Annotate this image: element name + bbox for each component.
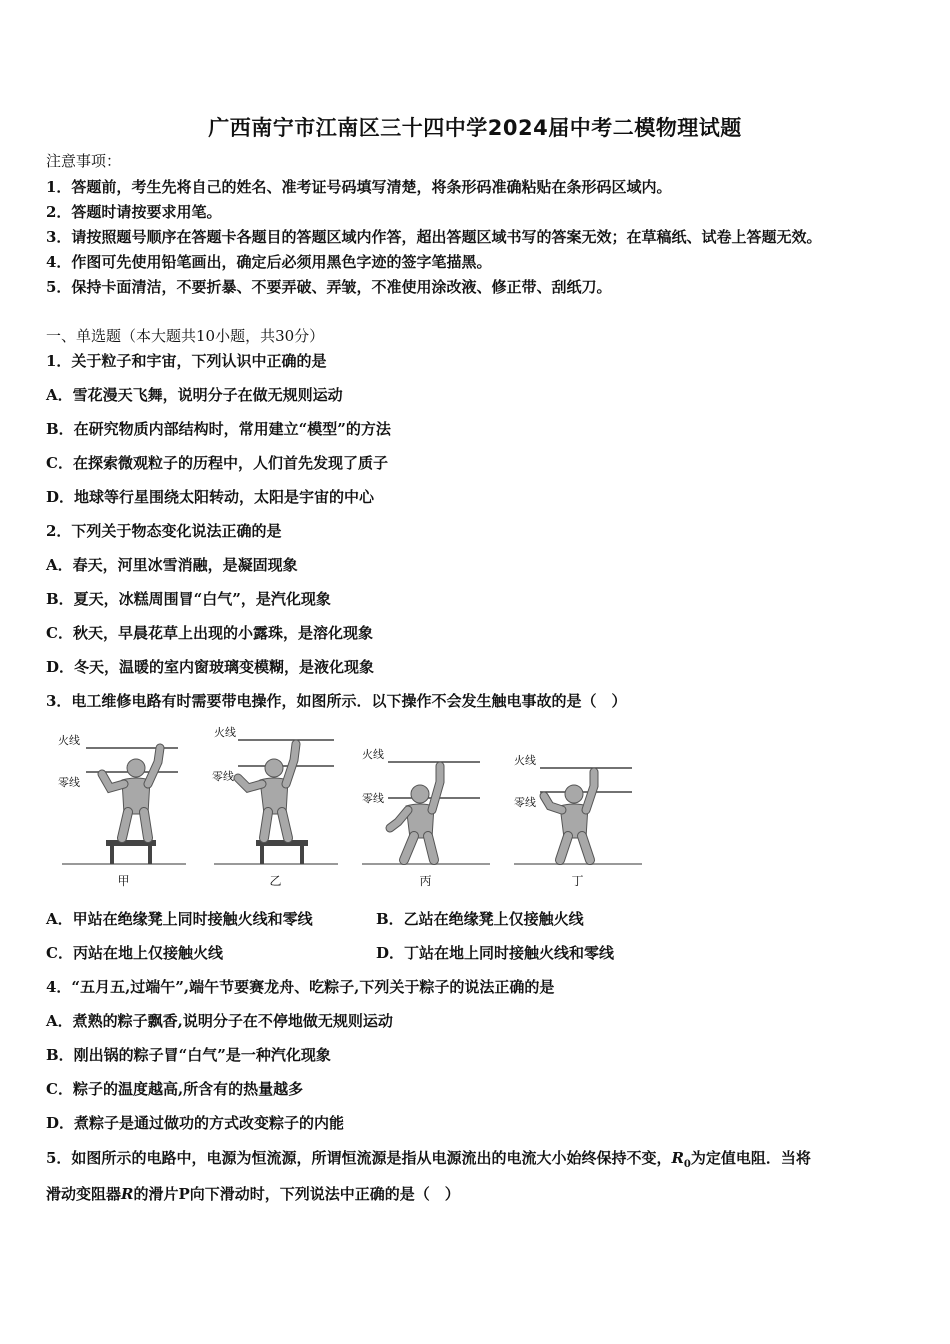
option: D．地球等行星围绕太阳转动，太阳是宇宙的中心 [46,488,375,506]
figure-jia [56,722,191,894]
neutral-wire-label: 零线 [212,770,234,783]
figure-bing [358,722,493,894]
neutral-wire-label: 零线 [58,776,80,789]
stem-text: 为定值电阻．当将 [690,1149,811,1167]
figure-caption: 丙 [419,874,432,888]
live-wire-label: 火线 [362,748,384,761]
option: C．粽子的温度越高,所含有的热量越多 [46,1080,304,1098]
notice-item: 2．答题时请按要求用笔。 [46,203,222,221]
neutral-wire-label: 零线 [514,796,536,809]
question-stem: 2．下列关于物态变化说法正确的是 [46,522,282,540]
option: A．甲站在绝缘凳上同时接触火线和零线 [46,910,313,928]
variable-r0: R [671,1149,684,1167]
option: C．秋天，早晨花草上出现的小露珠，是溶化现象 [46,624,373,642]
question-stem: 3．电工维修电路有时需要带电操作，如图所示．以下操作不会发生触电事故的是（ ） [46,692,627,710]
figure-caption: 甲 [117,874,130,888]
figure-ding [510,722,645,894]
stem-text: 的滑片P向下滑动时，下列说法中正确的是（ ） [133,1185,460,1203]
option: A．雪花漫天飞舞，说明分子在做无规则运动 [46,386,343,404]
live-wire-label: 火线 [514,754,536,767]
stem-text: 滑动变阻器 [46,1185,122,1203]
figure-yi [208,722,343,894]
option: C．在探索微观粒子的历程中，人们首先发现了质子 [46,454,388,472]
option: B．乙站在绝缘凳上仅接触火线 [376,910,584,928]
neutral-wire-label: 零线 [362,792,384,805]
notice-item: 3．请按照题号顺序在答题卡各题目的答题区域内作答，超出答题区域书写的答案无效；在草稿纸、试卷上答题无效。 [46,228,822,246]
option: D．煮粽子是通过做功的方式改变粽子的内能 [46,1114,345,1132]
notice-heading: 注意事项： [46,152,122,170]
question-stem [46,1148,811,1175]
section-heading: 一、单选题（本大题共10小题，共30分） [46,327,325,345]
figure-caption: 乙 [269,874,282,888]
notice-item: 1．答题前，考生先将自己的姓名、准考证号码填写清楚，将条形码准确粘贴在条形码区域内。 [46,178,672,196]
question-stem-continued [46,1184,460,1204]
question-stem: 4．“五月五,过端午”,端午节要赛龙舟、吃粽子,下列关于粽子的说法正确的是 [46,978,555,996]
stem-text: 5．如图所示的电路中，电源为恒流源，所谓恒流源是指从电源流出的电流大小始终保持不变， [46,1149,672,1167]
option: D．丁站在地上同时接触火线和零线 [376,944,615,962]
notice-item: 4．作图可先使用铅笔画出，确定后必须用黑色字迹的签字笔描黑。 [46,253,492,271]
option: B．刚出锅的粽子冒“白气”是一种汽化现象 [46,1046,331,1064]
live-wire-label: 火线 [214,726,236,739]
option: B．在研究物质内部结构时，常用建立“模型”的方法 [46,420,391,438]
notice-item: 5．保持卡面清洁，不要折暴、不要弄破、弄皱，不准使用涂改液、修正带、刮纸刀。 [46,278,612,296]
option: C．丙站在地上仅接触火线 [46,944,223,962]
option: B．夏天，冰糕周围冒“白气”，是汽化现象 [46,590,331,608]
question-stem: 1．关于粒子和宇宙，下列认识中正确的是 [46,352,327,370]
figure-caption: 丁 [571,874,584,888]
subscript: 0 [683,1159,691,1170]
option: A．煮熟的粽子飘香,说明分子在不停地做无规则运动 [46,1012,393,1030]
option: D．冬天，温暖的室内窗玻璃变模糊，是液化现象 [46,658,375,676]
page-title: 广西南宁市江南区三十四中学2024届中考二模物理试题 [208,116,742,140]
option: A．春天，河里冰雪消融，是凝固现象 [46,556,298,574]
live-wire-label: 火线 [58,734,80,747]
variable-r: R [121,1185,134,1203]
